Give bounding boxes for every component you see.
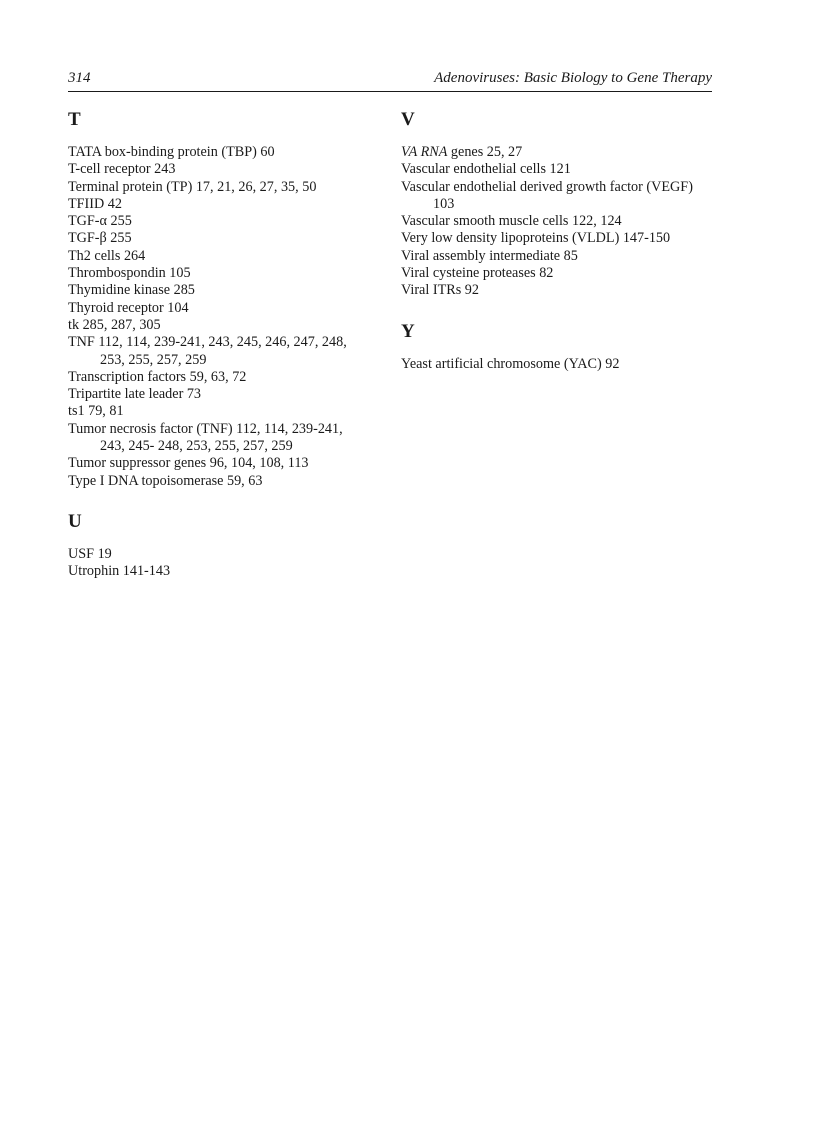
index-entry-text: TNF 112, 114, 239-241, 243, 245, 246, 247, 248, 253, 255, 257, 259 (68, 334, 347, 368)
index-entry (68, 300, 368, 317)
index-entry (68, 196, 368, 213)
index-entry-text: Tumor suppressor genes 96, 104, 108, 113 (68, 455, 309, 472)
index-entries (401, 144, 712, 300)
index-entry (68, 546, 368, 563)
index-entry-text: Very low density lipoproteins (VLDL) 147-150 (401, 230, 671, 247)
index-entry (68, 282, 368, 299)
section-letter: V (401, 109, 415, 130)
section-letter: T (68, 109, 81, 130)
index-entry (401, 356, 712, 373)
index-entry-text: USF 19 (68, 545, 112, 562)
index-entry-text: T-cell receptor 243 (68, 161, 176, 178)
index-entry (68, 248, 368, 265)
index-entry (68, 369, 368, 386)
index-entry (68, 265, 368, 282)
index-entry-text: Utrophin 141-143 (68, 563, 171, 580)
index-entry (68, 144, 368, 161)
index-entry (401, 179, 712, 214)
index-entry (401, 265, 712, 282)
index-column-right (401, 108, 712, 393)
index-section-v (401, 108, 712, 300)
index-entry (68, 334, 368, 369)
index-section-y (401, 320, 712, 373)
index-entry (68, 213, 368, 230)
index-entry (401, 282, 712, 299)
section-letter: Y (401, 320, 415, 342)
index-entries (68, 546, 368, 581)
index-entry-text: TATA box-binding protein (TBP) 60 (68, 144, 275, 160)
header-rule (68, 91, 712, 92)
index-section-u (68, 510, 368, 581)
index-entry (68, 161, 368, 178)
index-entry-text: Tumor necrosis factor (TNF) 112, 114, 239-241, 243, 245- 248, 253, 255, 257, 259 (68, 420, 343, 455)
index-entry-text: ts1 79, 81 (68, 403, 124, 420)
index-entry-text: Thymidine kinase 285 (68, 282, 195, 299)
index-entry (68, 317, 368, 334)
index-entry (401, 161, 712, 178)
index-entry-text: Thrombospondin 105 (68, 265, 191, 282)
index-entries (401, 356, 712, 373)
index-entry (68, 386, 368, 403)
index-entry-text: Tripartite late leader 73 (68, 386, 202, 403)
index-entry (68, 403, 368, 420)
index-section-t (68, 108, 368, 490)
index-entry-text: Viral ITRs 92 (401, 282, 479, 299)
index-entry-text: Viral assembly intermediate 85 (401, 247, 578, 264)
index-entry-text: Yeast artificial chromosome (YAC) 92 (401, 355, 620, 372)
index-entry-text: Th2 cells 264 (68, 247, 146, 264)
index-entry (401, 144, 712, 161)
index-entry-text: Vascular endothelial derived growth factor (VEGF) 103 (401, 178, 693, 212)
index-entry-text: TGF-β 255 (68, 230, 132, 247)
index-entry-text: Type I DNA topoisomerase 59, 63 (68, 472, 263, 489)
index-entry (68, 230, 368, 247)
index-entry (68, 179, 368, 196)
index-entry-text: Terminal protein (TP) 17, 21, 26, 27, 35, 50 (68, 178, 317, 195)
index-entry (68, 421, 368, 456)
page-number: 314 (68, 70, 91, 86)
index-entries (68, 144, 368, 490)
index-entry (401, 213, 712, 230)
index-entry-text: Vascular smooth muscle cells 122, 124 (401, 213, 622, 230)
running-title: Adenoviruses: Basic Biology to Gene Therapy (434, 70, 712, 86)
index-entry-text: Viral cysteine proteases 82 (401, 265, 554, 282)
index-entry-text: TFIID 42 (68, 195, 122, 212)
index-entry-text: genes 25, 27 (447, 144, 523, 160)
index-entry-text: TGF-α 255 (68, 213, 132, 230)
index-entry (401, 248, 712, 265)
index-column-left (68, 108, 368, 601)
index-entry (68, 473, 368, 490)
index-entry (68, 563, 368, 580)
index-entry-text: Transcription factors 59, 63, 72 (68, 368, 247, 385)
index-entry-term: VA RNA (401, 144, 448, 160)
index-entry (68, 455, 368, 472)
running-header (68, 70, 712, 90)
index-entry-text: Vascular endothelial cells 121 (401, 161, 571, 178)
index-entry-text: Thyroid receptor 104 (68, 299, 189, 316)
index-entry (401, 230, 712, 247)
section-letter: U (68, 510, 82, 532)
index-entry-text: tk 285, 287, 305 (68, 316, 161, 333)
